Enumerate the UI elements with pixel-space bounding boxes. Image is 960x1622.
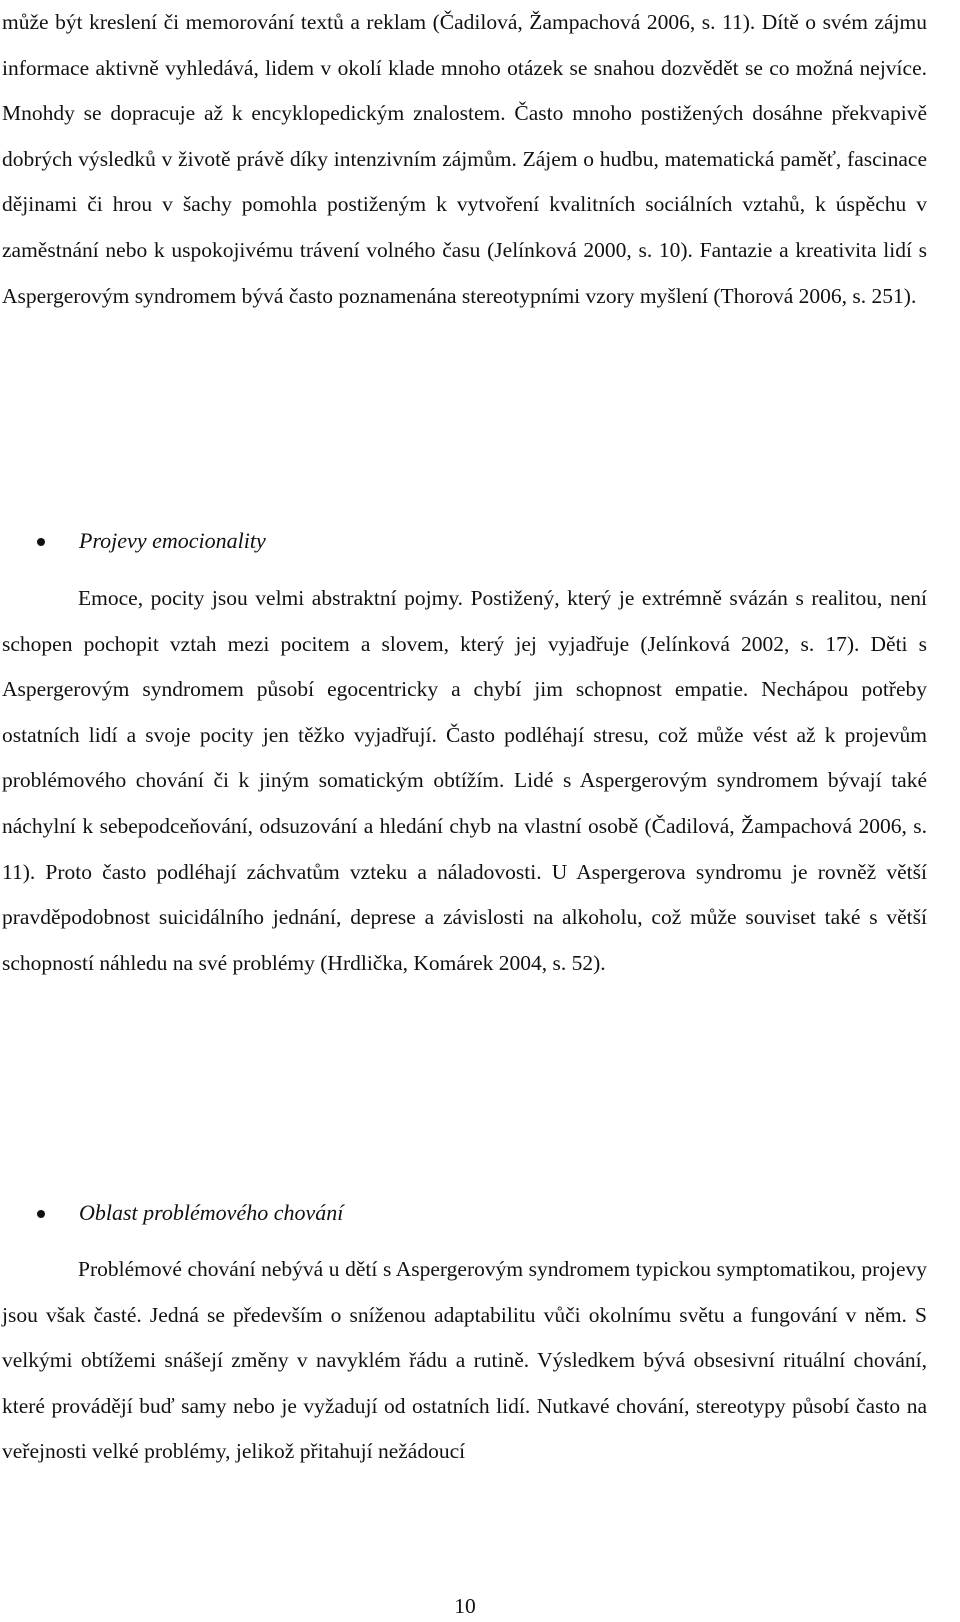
section-title-emotionality: Projevy emocionality [79, 528, 266, 553]
section-title-problem-behavior: Oblast problémového chování [79, 1200, 344, 1225]
page-number: 10 [454, 1594, 476, 1618]
section-heading-problem-behavior [0, 1193, 930, 1233]
body-paragraph-emotionality: Emoce, pocity jsou velmi abstraktní pojmy. Postižený, který je extrémně svázán s realitou, není schopen pochopit vztah mezi pocitem a slovem, který jej vyjadřuje (Jelínková 2002, s. 17). Děti s Aspergerovým syndromem působí egocentricky a chybí jim schopnost empatie. Nechápou potřeby ostatních lidí a svoje pocity jen těžko vyjadřují. Často podléhají stresu, což může vést až k projevům problémového chování či k jiným somatickým obtížím. Lidé s Aspergerovým syndromem bývají také náchylní k sebepodceňování, odsuzování a hledání chyb na vlastní osobě (Čadilová, Žampachová 2006, s. 11). Proto často podléhají záchvatům vzteku a náladovosti. U Aspergerova syndromu je rovněž větší pravděpodobnost suicidálního jednání, deprese a závislosti na alkoholu, což může souviset také s větší schopností náhledu na své problémy (Hrdlička, Komárek 2004, s. 52). [2, 586, 927, 975]
bullet-icon [37, 538, 45, 546]
section-heading-emotionality [0, 521, 930, 561]
body-paragraph-problem-behavior: Problémové chování nebývá u dětí s Aspergerovým syndromem typickou symptomatikou, projevy jsou však časté. Jedná se především o sníženou adaptabilitu vůči okolnímu světu a fungování v něm. S velkými obtížemi snášejí změny v navyklém řádu a rutině. Výsledkem bývá obsesivní rituální chování, které provádějí buď samy nebo je vyžadují od ostatních lidí. Nutkavé chování, stereotypy působí často na veřejnosti velké problémy, jelikož přitahují nežádoucí [2, 1257, 927, 1464]
body-paragraph-interests: může být kreslení či memorování textů a reklam (Čadilová, Žampachová 2006, s. 11). Dítě o svém zájmu informace aktivně vyhledává, lidem v okolí klade mnoho otázek se snahou dozvědět se co možná nejvíce. Mnohdy se dopracuje až k encyklopedickým znalostem. Často mnoho postižených dosáhne překvapivě dobrých výsledků v životě právě díky intenzivním zájmům. Zájem o hudbu, matematická paměť, fascinace dějinami či hrou v šachy pomohla postiženým k vytvoření kvalitních sociálních vztahů, k úspěchu v zaměstnání nebo k uspokojivému trávení volného času (Jelínková 2000, s. 10). Fantazie a kreativita lidí s Aspergerovým syndromem bývá často poznamenána stereotypními vzory myšlení (Thorová 2006, s. 251). [2, 10, 927, 308]
bullet-icon [37, 1210, 45, 1218]
